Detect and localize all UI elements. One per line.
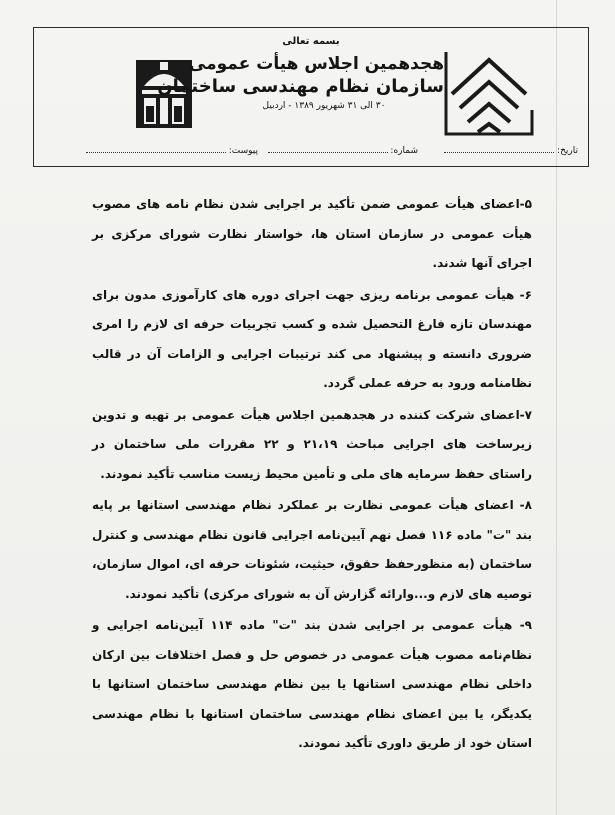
resolution-item-6: ۶- هیأت عمومی برنامه ریزی جهت اجرای دوره های کارآموزی مدون برای مهندسان تازه فارغ التحصیل شده و کسب تجربیات حرفه ای لازم را امری ضروری دانسته و پیشنهاد می کند ترتیبات اجرایی و الزامات آن در قالب نظامنامه ورود به حرفه عملی گردد. [92, 287, 532, 390]
organization-name: سازمان نظام مهندسی ساختمان [157, 76, 444, 97]
letter-fields [34, 146, 588, 162]
resolution-item-8: ۸- اعضای هیأت عمومی نظارت بر عملکرد نظام مهندسی استانها بر پایه بند "ت" ماده ۱۱۶ فصل نهم آیین‌نامه اجرایی قانون نظام مهندسی و کنترل ساختمان (به منظورحفظ حقوق، حیثیت، شئونات حرفه ای، اموال سازمان، توصیه های لازم و...وارائه گزارش آن به شورای مرکزی) تأکید نمودند. [92, 498, 532, 601]
basmala: بسمه تعالی [282, 36, 340, 47]
conference-date-location: ۳۰ الی ۳۱ شهریور ۱۳۸۹ - اردبیل [262, 101, 386, 111]
resolution-list [92, 190, 532, 761]
letterhead-title [157, 54, 444, 111]
letterhead [33, 27, 589, 167]
engineering-org-logo [444, 50, 534, 136]
date-field [444, 146, 578, 156]
number-label: شماره: [390, 146, 418, 156]
number-field [268, 146, 418, 156]
conference-title: هجدهمین اجلاس هیأت عمومی [188, 54, 444, 74]
attachment-label: پیوست: [228, 146, 258, 156]
attachment-field [86, 146, 258, 156]
date-label: تاریخ: [557, 146, 578, 156]
resolution-item-9: ۹- هیأت عمومی بر اجرایی شدن بند "ت" ماده ۱۱۴ آیین‌نامه اجرایی و نظام‌نامه مصوب هیأت عمومی در خصوص حل و فصل اختلافات بین ارکان داخلی نظام مهندسی استانها یا بین نظام مهندسی ساختمان استانها با یکدیگر، یا بین اعضای نظام مهندسی ساختمان استانها با نظام مهندسی استان خود از طریق داوری تأکید نمودند. [92, 618, 532, 750]
resolution-item-5: ۵-اعضای هیأت عمومی ضمن تأکید بر اجرایی شدن نظام نامه های مصوب هیأت عمومی در سازمان استان ها، خواستار نظارت شورای مرکزی بر اجرای آنها شدند. [92, 197, 532, 270]
resolution-item-7: ۷-اعضای شرکت کننده در هجدهمین اجلاس هیأت عمومی بر تهیه و تدوین زیرساخت های اجرایی مباحث ۲۱،۱۹ و ۲۲ مقررات ملی ساختمان در راستای حفظ سرمایه های ملی و تأمین محیط زیست مناسب تأکید نمودند. [92, 407, 532, 481]
